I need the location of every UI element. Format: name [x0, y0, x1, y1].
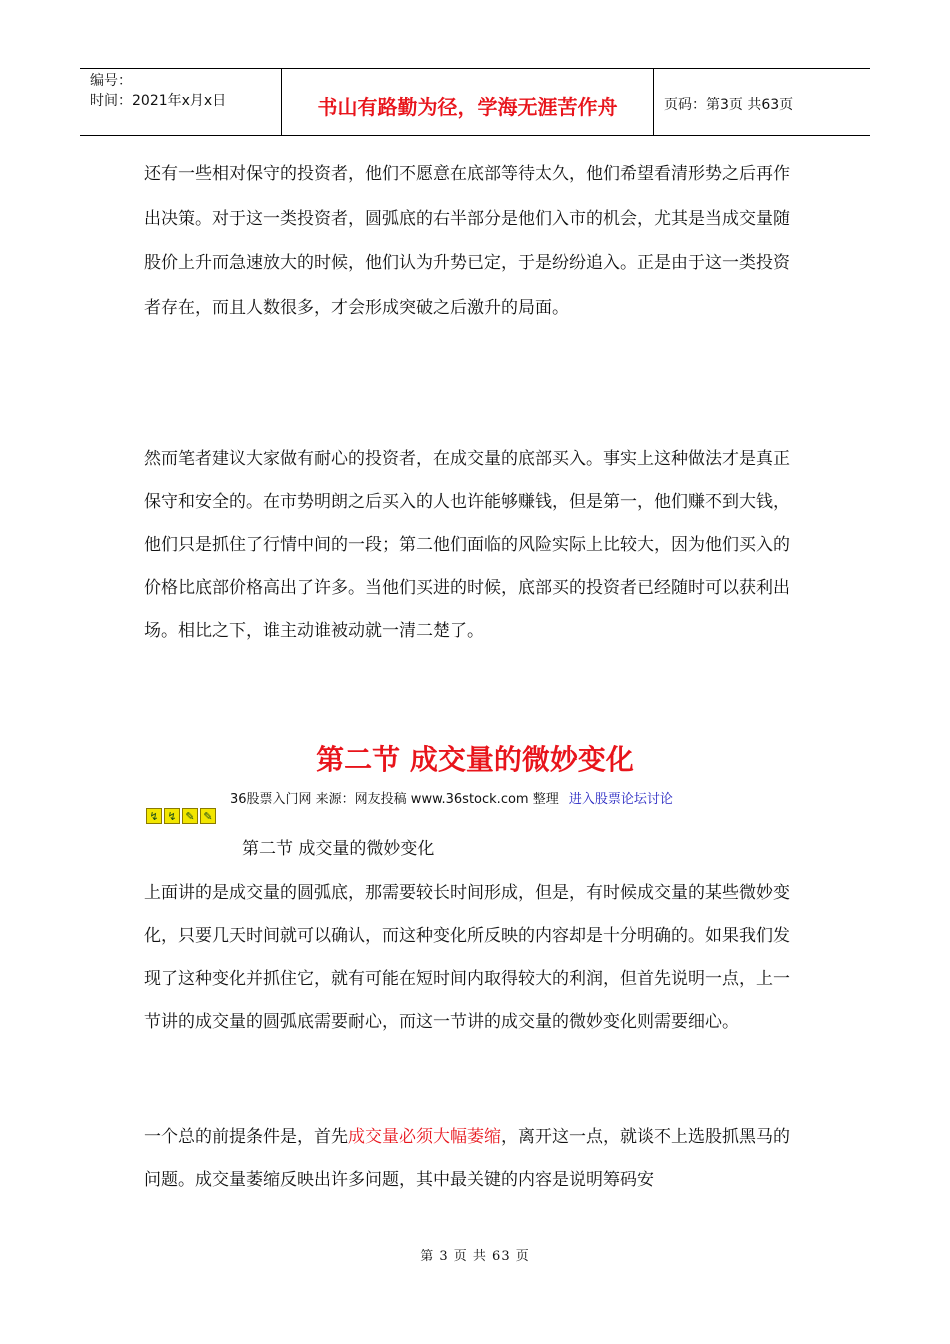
header-table — [80, 68, 870, 136]
page-footer: 第 3 页 共 63 页 — [420, 1249, 530, 1264]
paragraph-4-highlight: 成交量必须大幅萎缩 — [348, 1127, 501, 1147]
paragraph-3: 上面讲的是成交量的圆弧底，那需要较长时间形成，但是，有时候成交量的某些微妙变化，只要几天时间就可以确认，而这种变化所反映的内容却是十分明确的。如果我们发现了这种变化并抓住它，就有可能在短时间内取得较大的利润，但首先说明一点，上一节讲的成交量的圆弧底需要耐心，而这一节讲的成交量的微妙变化则需要细心。 — [144, 883, 790, 1032]
source-line — [230, 788, 673, 807]
paragraph-1: 还有一些相对保守的投资者，他们不愿意在底部等待太久，他们希望看清形势之后再作出决策。对于这一类投资者，圆弧底的右半部分是他们入市的机会，尤其是当成交量随股价上升而急速放大的时候，他们认为升势已定，于是纷纷追入。正是由于这一类投资者存在，而且人数很多，才会形成突破之后激升的局面。 — [144, 164, 790, 318]
header-left-cell — [80, 69, 282, 135]
paragraph-4 — [144, 1116, 804, 1202]
header-motto: 书山有路勤为径，学海无涯苦作舟 — [282, 69, 654, 135]
forum-link[interactable]: 进入股票论坛讨论 — [568, 792, 673, 807]
section-title: 第二节 成交量的微妙变化 — [316, 743, 634, 776]
section-subtitle: 第二节 成交量的微妙变化 — [242, 839, 435, 859]
paragraph-4-end: ，离开这一点，就谈不上选股抓黑马的问题。成交量萎缩反映出许多问题，其中最关键的内容是说明筹码安 — [144, 1127, 790, 1190]
toolbar-icons — [146, 808, 216, 824]
paragraph-2: 然而笔者建议大家做有耐心的投资者，在成交量的底部买入。事实上这种做法才是真正保守和安全的。在市势明朗之后买入的人也许能够赚钱，但是第一，他们赚不到大钱，他们只是抓住了行情中间的一段；第二他们面临的风险实际上比较大，因为他们买入的价格比底部价格高出了许多。当他们买进的时候，底部买的投资者已经随时可以获利出场。相比之下，谁主动谁被动就一清二楚了。 — [144, 449, 790, 641]
source-text: 36股票入门网 来源：网友投稿 www.36stock.com 整理 — [230, 792, 559, 807]
sort-icon[interactable]: ↯ — [164, 808, 180, 824]
paint-icon[interactable]: ✎ — [182, 808, 198, 824]
number-label: 编号： — [90, 73, 132, 89]
paint-icon[interactable]: ✎ — [200, 808, 216, 824]
sort-icon[interactable]: ↯ — [146, 808, 162, 824]
time-label: 时间：2021年x月x日 — [90, 93, 227, 109]
header-page-info: 页码：第3页 共63页 — [664, 97, 794, 113]
paragraph-4-start: 一个总的前提条件是，首先 — [144, 1127, 348, 1147]
